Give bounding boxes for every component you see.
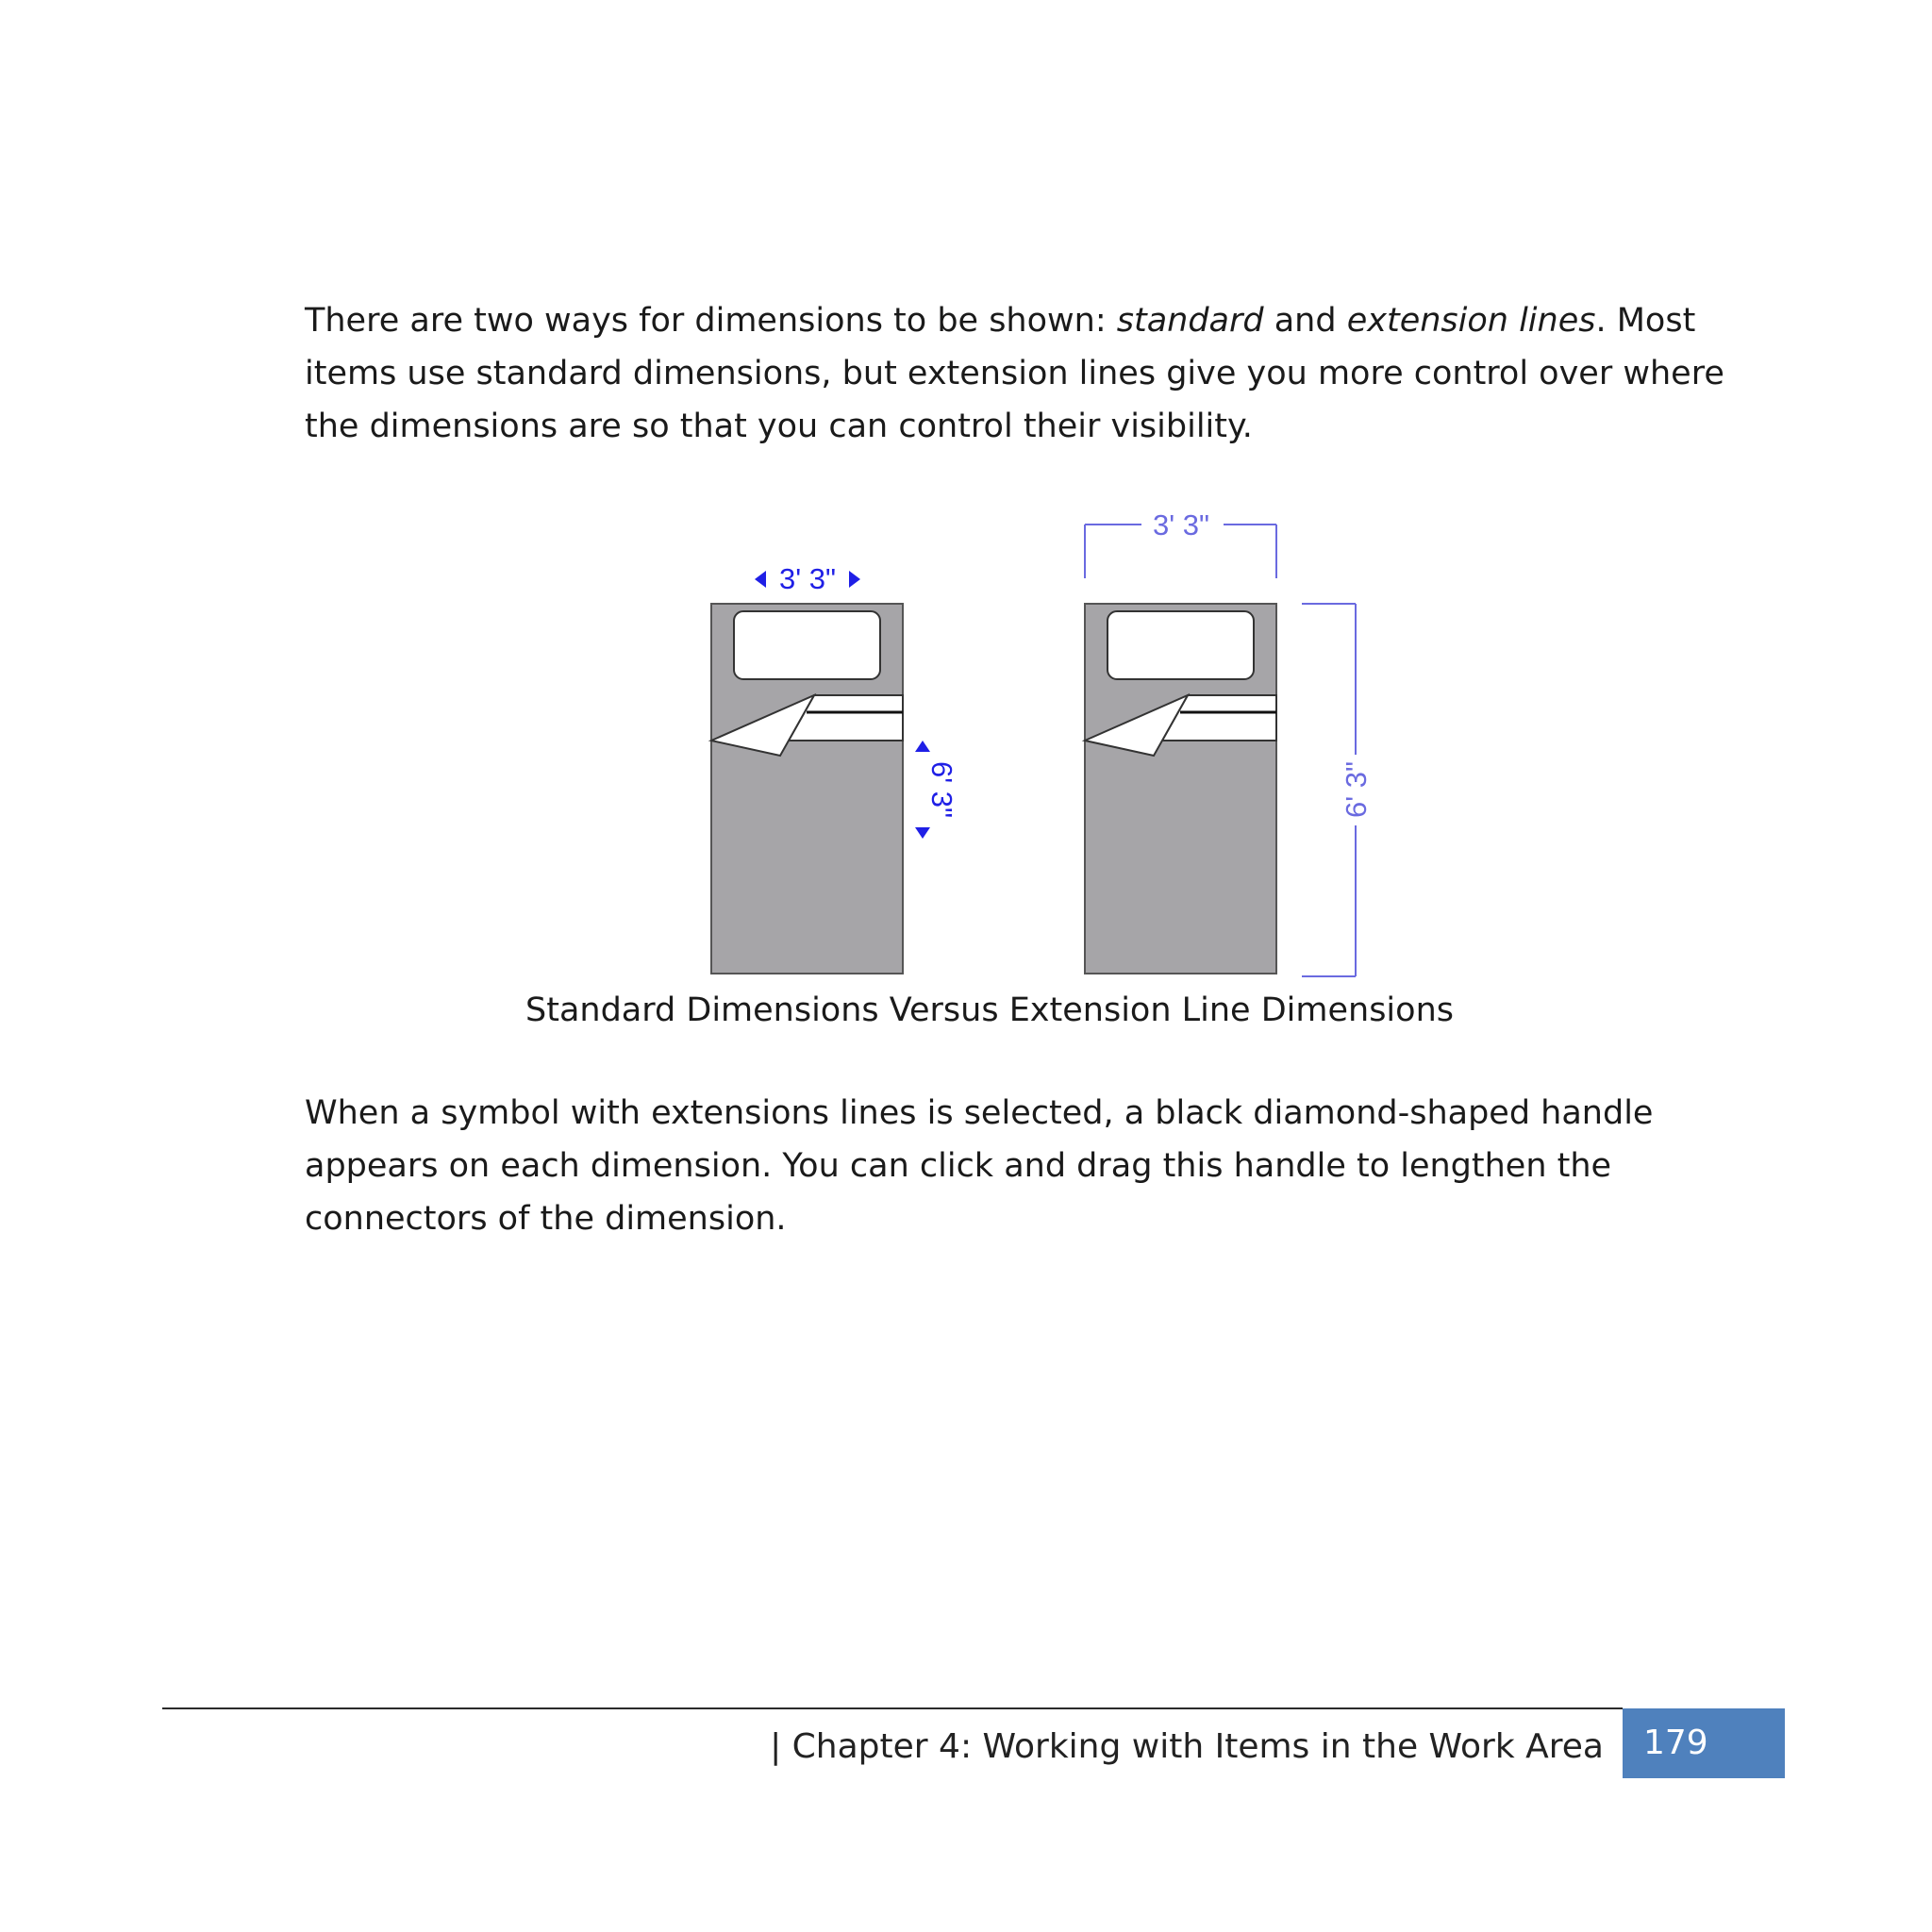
intro-text-3: . Most items use standard dimensions, but extension lines give you more control over where the dimensions are so that you can control their visibility. (305, 302, 1724, 445)
figure-caption: Standard Dimensions Versus Extension Line Dimensions (525, 991, 1454, 1029)
arrow-down-icon (915, 827, 930, 839)
page-number-box (1623, 1708, 1785, 1778)
intro-paragraph (305, 294, 1776, 453)
standard-bed-symbol (711, 604, 903, 974)
footer-rule (162, 1707, 1623, 1709)
extension-length-label: 6' 3" (1340, 760, 1373, 819)
intro-text-2: and (1263, 302, 1347, 340)
intro-emphasis-standard: standard (1116, 302, 1264, 340)
standard-length-dimension (915, 741, 958, 839)
arrow-left-icon (755, 571, 766, 588)
standard-width-label: 3' 3" (778, 562, 837, 595)
extension-length-dimension (1302, 604, 1373, 976)
arrow-right-icon (849, 571, 860, 588)
extension-bed-symbol (1085, 604, 1276, 974)
arrow-up-icon (915, 741, 930, 752)
intro-text-1: There are two ways for dimensions to be shown: (305, 302, 1117, 340)
intro-emphasis-extension-lines: extension lines (1346, 302, 1596, 340)
extension-width-label: 3' 3" (1152, 514, 1210, 541)
standard-length-label: 6' 3" (925, 760, 958, 819)
footer-chapter-title: | Chapter 4: Working with Items in the Work Area (770, 1727, 1604, 1766)
page-number: 179 (1643, 1724, 1708, 1762)
extension-width-dimension (1085, 514, 1276, 578)
body-paragraph: When a symbol with extensions lines is selected, a black diamond-shaped handle appears on each dimension. You can click and drag this handle to lengthen the connectors of the dimension. (305, 1094, 1654, 1238)
standard-width-dimension (755, 562, 860, 595)
dimension-comparison-figure (698, 514, 1377, 986)
